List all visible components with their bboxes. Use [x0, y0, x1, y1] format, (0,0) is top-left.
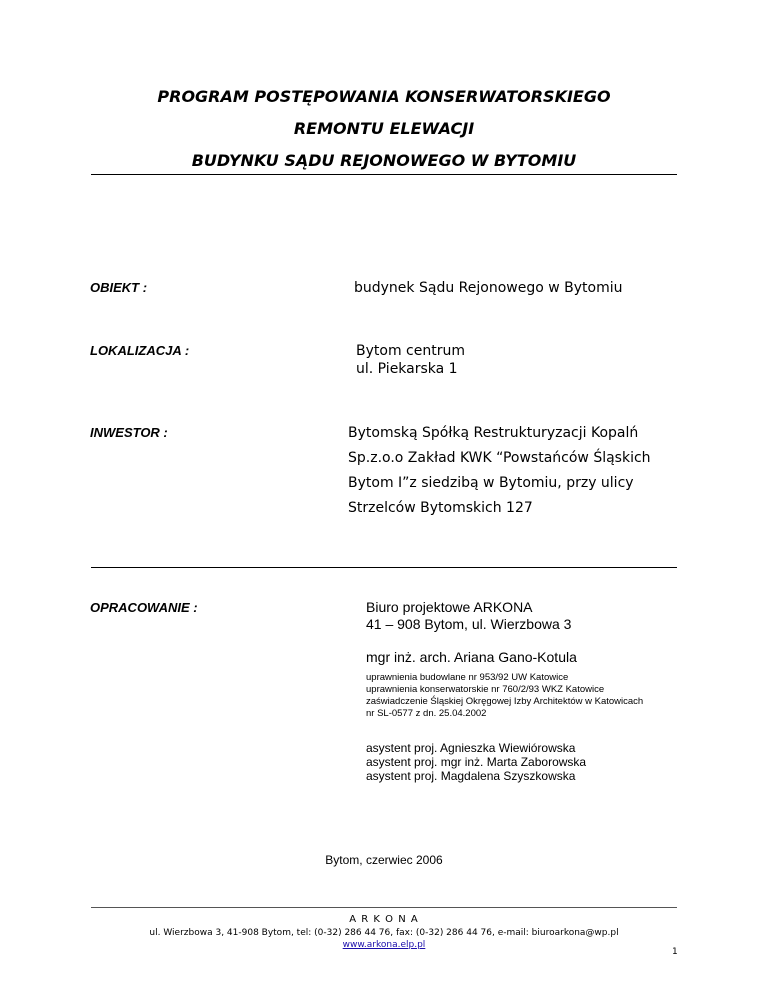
obiekt-label: OBIEKT : [90, 280, 148, 295]
inwestor-value-1: Bytomską Spółką Restrukturyzacji Kopalń [348, 425, 639, 441]
obiekt-value: budynek Sądu Rejonowego w Bytomiu [354, 280, 623, 296]
credential-2: uprawnienia konserwatorskie nr 760/2/93 WKZ Katowice [366, 684, 605, 695]
title-line-1: PROGRAM POSTĘPOWANIA KONSERWATORSKIEGO [157, 87, 611, 106]
credential-1: uprawnienia budowlane nr 953/92 UW Katowice [366, 672, 569, 683]
office-address: 41 – 908 Bytom, ul. Wierzbowa 3 [366, 616, 572, 632]
lokalizacja-value-1: Bytom centrum [356, 343, 465, 359]
assistant-3: asystent proj. Magdalena Szyszkowska [366, 769, 576, 783]
credential-4: nr SL-0577 z dn. 25.04.2002 [366, 708, 487, 719]
inwestor-value-4: Strzelców Bytomskich 127 [348, 500, 533, 516]
lokalizacja-value-2: ul. Piekarska 1 [356, 361, 458, 377]
section-divider [91, 567, 677, 568]
footer-website-link[interactable]: www.arkona.elp.pl [342, 940, 426, 950]
assistant-1: asystent proj. Agnieszka Wiewiórowska [366, 741, 576, 755]
title-line-3: BUDYNKU SĄDU REJONOWEGO W BYTOMIU [191, 151, 577, 170]
inwestor-label: INWESTOR : [90, 425, 168, 440]
office-name: Biuro projektowe ARKONA [366, 599, 533, 615]
credential-3: zaświadczenie Śląskiej Okręgowej Izby Architektów w Katowicach [366, 696, 644, 707]
lokalizacja-label: LOKALIZACJA : [90, 343, 190, 358]
title-divider [91, 174, 677, 175]
title-line-2: REMONTU ELEWACJI [293, 119, 475, 138]
page-number: 1 [672, 947, 678, 957]
footer-company: A R K O N A [349, 914, 419, 925]
assistant-2: asystent proj. mgr inż. Marta Zaborowska [366, 755, 587, 769]
inwestor-value-3: Bytom I”z siedzibą w Bytomiu, przy ulicy [348, 475, 634, 491]
footer-divider [91, 907, 677, 908]
opracowanie-label: OPRACOWANIE : [90, 600, 198, 615]
place-date: Bytom, czerwiec 2006 [325, 853, 443, 867]
footer-address: ul. Wierzbowa 3, 41-908 Bytom, tel: (0-32) 286 44 76, fax: (0-32) 286 44 76, e-mail: biuroarkona@wp.pl [149, 928, 619, 938]
author-name: mgr inż. arch. Ariana Gano-Kotula [366, 649, 577, 665]
inwestor-value-2: Sp.z.o.o Zakład KWK “Powstańców Śląskich [348, 450, 651, 466]
